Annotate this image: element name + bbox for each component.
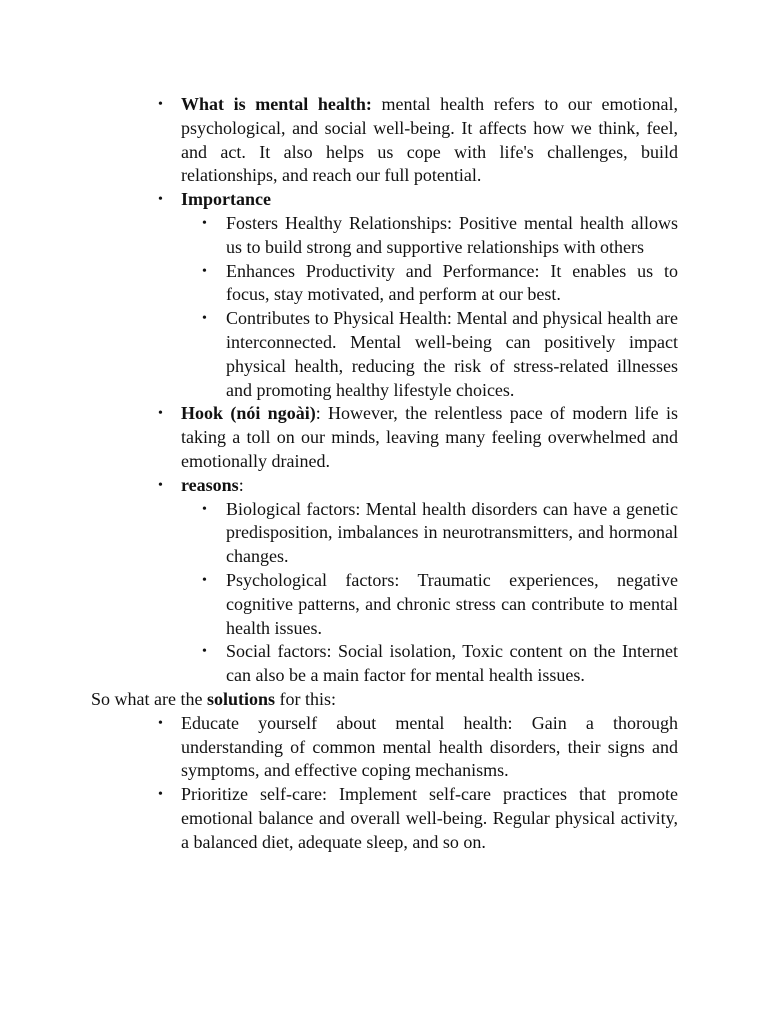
solutions-list bbox=[181, 712, 678, 855]
sub-bullet: • Enhances Productivity and Performance: It enables us to focus, stay motivated, and perform at our best. bbox=[226, 260, 678, 308]
solutions-intro bbox=[91, 688, 768, 712]
importance-sub-list bbox=[226, 212, 678, 402]
bullet-text: mental health refers to our emotional, psychological, and social well-being. It affects how we think, feel, and act. It also helps us cope with life's challenges, build relationships, and reach our full potential. bbox=[181, 94, 679, 186]
document-body bbox=[0, 93, 768, 855]
solutions-intro-text: So what are the bbox=[91, 688, 207, 709]
sub-bullet: • Biological factors: Mental health disorders can have a genetic predisposition, imbalances in neurotransmitters, and hormonal changes. bbox=[226, 498, 678, 569]
bullet-text: : However, the relentless pace of modern life is taking a toll on our minds, leaving many feeling overwhelmed and emotionally drained. bbox=[181, 403, 678, 471]
bullet-what-is-mental-health bbox=[181, 93, 678, 188]
bullet-hook bbox=[181, 402, 678, 473]
bullet-label: What is mental health: bbox=[181, 94, 372, 114]
reasons-sub-list bbox=[226, 498, 678, 688]
solutions-intro-bold: solutions bbox=[206, 688, 275, 709]
sub-bullet: • Psychological factors: Traumatic experiences, negative cognitive patterns, and chronic stress can contribute to mental health issues. bbox=[226, 569, 678, 640]
solution-bullet: • Prioritize self-care: Implement self-care practices that promote emotional balance and overall well-being. Regular physical activity, a balanced diet, adequate sleep, and so on. bbox=[181, 783, 678, 854]
bullet-label: reasons bbox=[181, 474, 239, 495]
bullet-label: Importance bbox=[181, 189, 271, 210]
sub-bullet: • Fosters Healthy Relationships: Positive mental health allows us to build strong and supportive relationships with others bbox=[226, 212, 678, 260]
solution-bullet: • Educate yourself about mental health: Gain a thorough understanding of common mental health disorders, their signs and symptoms, and effective coping mechanisms. bbox=[181, 712, 678, 783]
main-bullet-list bbox=[181, 93, 678, 688]
bullet-suffix: : bbox=[238, 474, 244, 495]
sub-bullet: • Social factors: Social isolation, Toxic content on the Internet can also be a main factor for mental health issues. bbox=[226, 640, 678, 688]
bullet-importance bbox=[181, 188, 678, 402]
bullet-reasons bbox=[181, 474, 678, 688]
solutions-intro-text: for this: bbox=[275, 688, 336, 709]
sub-bullet: • Contributes to Physical Health: Mental and physical health are interconnected. Mental well-being can positively impact physical health, reducing the risk of stress-related illnesses and promoting healthy lifestyle choices. bbox=[226, 307, 678, 402]
bullet-label: Hook (nói ngoài) bbox=[181, 403, 316, 424]
